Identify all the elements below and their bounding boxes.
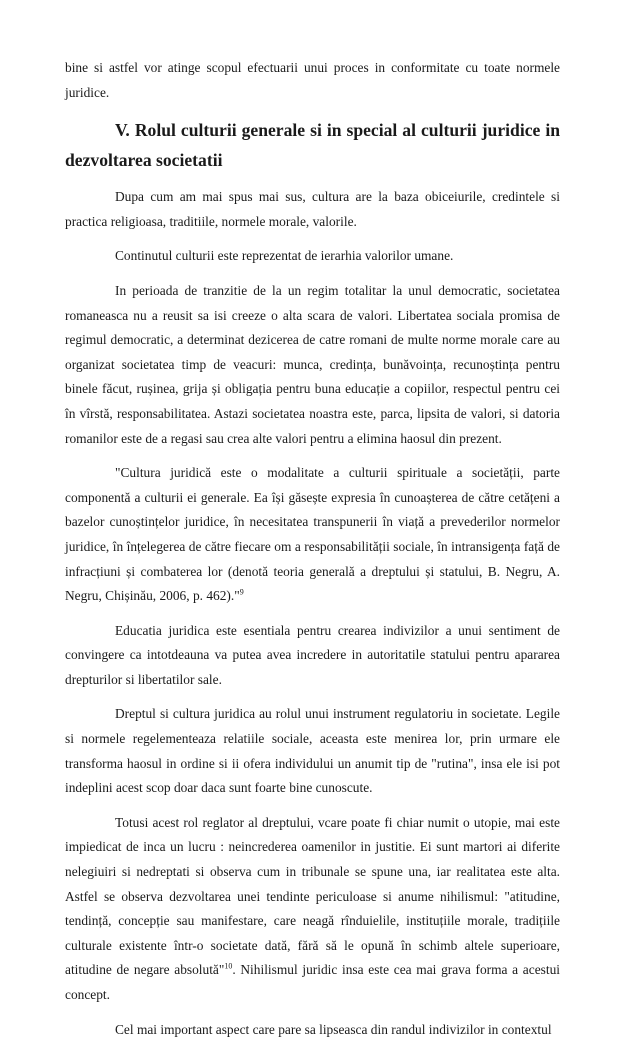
paragraph: Dreptul si cultura juridica au rolul unui instrument regulatoriu in societate. Legile si normele regelementeaza relatiile sociale, aceasta este menirea lor, prin urmare ele transforma haosul in ordine si ii ofera individului un anumit tip de "rutina", insa ele isi pot indeplini acest scop doar daca sunt foarte bine cunoscute. xyxy=(65,706,560,796)
paragraph xyxy=(65,811,560,1008)
paragraph: Dupa cum am mai spus mai sus, cultura are la baza obiceiurile, credintele si practica religioasa, traditiile, normele morale, valorile. xyxy=(65,189,560,229)
section-heading: V. Rolul culturii generale si in special al culturii juridice in dezvoltarea societatii xyxy=(65,120,560,171)
paragraph: Cel mai important aspect care pare sa lipseasca din randul indivizilor in contextul xyxy=(115,1021,552,1037)
paragraph: bine si astfel vor atinge scopul efectuarii unui proces in conformitate cu toate normele juridice. xyxy=(65,60,560,100)
paragraph-quote xyxy=(65,461,560,609)
paragraph: Continutul culturii este reprezentat de ierarhia valorilor umane. xyxy=(115,248,454,264)
footnote-ref: 9 xyxy=(239,587,244,597)
quote-text: "Cultura juridică este o modalitate a culturii spirituale a societății, parte componentă a culturii ei generale. Ea își găsește expresia în cunoașterea de către cetățeni a bazelor cunoștințelor juridice, în necesitatea transpunerii în viață a prevederilor normelor juridice, în înțelegerea de către fiecare om a responsabilității sociale, în intransigența față de infracțiuni și combaterea lor (denotă teoria generală a dreptului și statului, B. Negru, A. Negru, Chișinău, 2006, p. 462)." xyxy=(65,465,560,604)
footnote-ref: 10 xyxy=(224,961,233,971)
paragraph-text: Totusi acest rol reglator al dreptului, vcare poate fi chiar numit o utopie, mai este impiedicat de inca un lucru : neincrederea oamenilor in justitie. Ei sunt martori ai diferite nelegiuiri si nedreptati si observa cum in tribunale se spune una, iar realitatea este alta. Astfel se observa dezvoltarea unei tendinte periculoase si anume nihilismul: "atitudine, tendință, concepție sau manifestare, care neagă rînduielile, instituțiile morale, tradițiile culturale existente într-o societate dată, fără să le opună în schimb altele superioare, atitudine de negare absolută" xyxy=(65,814,560,978)
paragraph-text-tail: . Nihilismul juridic insa este cea mai grava forma a acestui concept. xyxy=(65,962,560,1002)
paragraph: Educatia juridica este esentiala pentru crearea indivizilor a unui sentiment de convingere ca intotdeauna va putea avea incredere in autoritatile statului pentru apararea drepturilor si libertatilor sale. xyxy=(65,622,560,687)
paragraph: In perioada de tranzitie de la un regim totalitar la unul democratic, societatea romaneasca nu a reusit sa isi creeze o alta scara de valori. Libertatea sociala promisa de regimul democratic, a determinat dezicerea de catre romani de multe norme morale care au organizat societatea timp de veacuri: munca, credința, bunăvoința, recunoștința pentru binele făcut, rușinea, grija și obligația pentru buna educație a copiilor, respectul pentru cei în vîrstă, responsabilitatea. Astazi societatea noastra este, parca, lipsita de valori, si datoria romanilor este de a regasi sau crea alte valori pentru a elimina haosul din prezent. xyxy=(65,282,560,446)
